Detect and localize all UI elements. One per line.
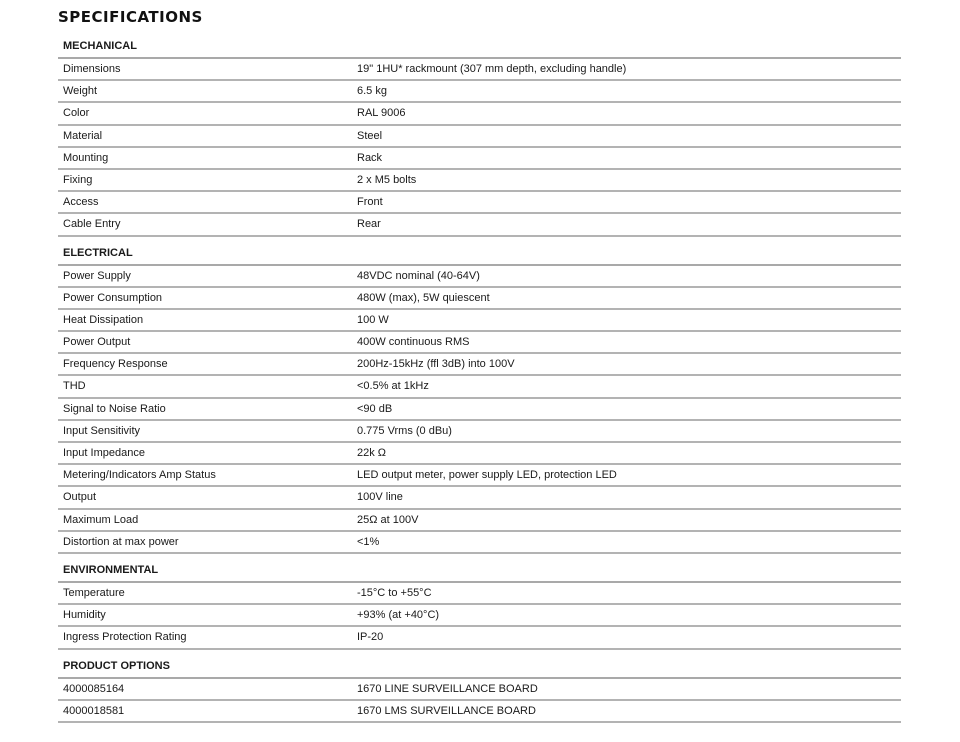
spec-label: Maximum Load [63,513,139,526]
table-row [58,170,901,192]
spec-label: Input Impedance [63,447,145,459]
section-header: ELECTRICAL [58,243,901,266]
spec-value: 48VDC nominal (40-64V) [357,269,480,282]
spec-label: Distortion at max power [63,535,179,548]
spec-value: Rack [357,151,383,164]
table-row [58,532,901,554]
spec-sections [58,36,901,723]
spec-value: Front [357,196,383,209]
spec-value: +93% (at +40°C) [357,609,440,622]
table-row [58,421,901,443]
spec-label: Power Output [63,336,131,349]
table-row [58,354,901,376]
table-row [58,627,901,649]
spec-value: 100V line [357,491,403,504]
spec-section-mechanical [58,36,901,237]
table-row [58,59,901,81]
spec-section-product-options [58,656,901,723]
spec-value: <1% [357,535,380,548]
spec-value: 2 x M5 bolts [357,173,417,186]
section-header: MECHANICAL [58,36,901,59]
spec-label: Temperature [63,586,125,599]
table-row [58,443,901,465]
spec-section-electrical [58,243,901,554]
spec-label: Signal to Noise Ratio [63,402,166,415]
spec-label: Cable Entry [63,218,121,231]
spec-label: Fixing [63,173,93,186]
spec-section-environmental [58,560,901,650]
spec-value: 6.5 kg [357,85,387,98]
spec-label: Heat Dissipation [63,313,144,326]
spec-value: <0.5% at 1kHz [357,380,429,393]
table-row [58,679,901,701]
table-row [58,510,901,532]
spec-value: 400W continuous RMS [357,336,470,349]
spec-value: 22k Ω [357,447,387,459]
spec-value: <90 dB [357,402,393,415]
spec-label: THD [63,380,86,393]
table-row [58,376,901,398]
spec-label: Weight [63,85,98,98]
table-row [58,288,901,310]
spec-value: IP-20 [357,631,384,644]
table-row [58,399,901,421]
table-row [58,605,901,627]
spec-value: 100 W [357,313,389,326]
spec-label: Material [63,129,103,142]
spec-value: Steel [357,129,383,142]
spec-label: Ingress Protection Rating [63,631,187,644]
spec-value: 19" 1HU* rackmount (307 mm depth, excluding handle) [357,63,627,75]
spec-label: Mounting [63,151,109,164]
table-row [58,81,901,103]
table-row [58,148,901,170]
spec-label: Color [63,107,90,120]
spec-value: RAL 9006 [357,107,406,120]
spec-label: Metering/Indicators Amp Status [63,469,216,482]
table-row [58,310,901,332]
spec-value: 0.775 Vrms (0 dBu) [357,424,452,437]
table-row [58,126,901,148]
table-row [58,465,901,487]
page-title: SPECIFICATIONS [58,8,203,26]
table-row [58,192,901,214]
spec-label: Humidity [63,609,106,622]
table-row [58,332,901,354]
table-row [58,266,901,288]
table-row [58,583,901,605]
spec-label: 4000085164 [63,682,125,695]
section-header: ENVIRONMENTAL [58,560,901,583]
table-row [58,214,901,236]
spec-value: 25Ω at 100V [357,513,419,526]
spec-value: -15°C to +55°C [357,586,432,599]
spec-value: 1670 LINE SURVEILLANCE BOARD [357,682,538,695]
spec-value: 1670 LMS SURVEILLANCE BOARD [357,704,536,717]
spec-label: Input Sensitivity [63,424,141,437]
spec-label: Power Consumption [63,291,163,304]
spec-label: Access [63,196,99,209]
spec-value: 480W (max), 5W quiescent [357,291,490,304]
spec-label: Power Supply [63,269,131,282]
spec-label: Output [63,491,97,504]
spec-label: Frequency Response [63,358,168,371]
spec-label: 4000018581 [63,704,125,717]
spec-value: Rear [357,218,381,231]
table-row [58,487,901,509]
spec-value: 200Hz-15kHz (ffl 3dB) into 100V [357,358,515,371]
spec-value: LED output meter, power supply LED, protection LED [357,469,617,482]
table-row [58,103,901,125]
spec-label: Dimensions [63,63,121,75]
section-header: PRODUCT OPTIONS [58,656,901,679]
table-row [58,701,901,723]
